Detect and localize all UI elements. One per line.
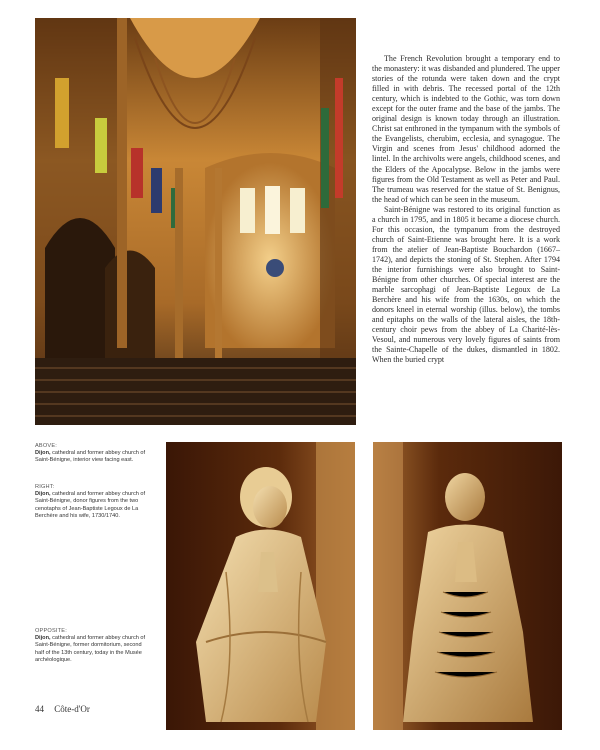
caption-text: cathedral and former abbey church of Saint-Bénigne, interior view facing east. (35, 450, 146, 464)
donor-statue-woman-photo (166, 442, 355, 730)
body-paragraph: Saint-Bénigne was restored to its original function as a church in 1795, and in 1805 it became a diocese church. For this occasion, the tympanum from the destroyed church of Saint-Etienne was brought here. It is a work from the atelier of Jean-Baptiste Bouchardon (1667–1742), and depicts the stoning of St. Stephen. After 1794 the interior furnishings were also brought to Saint-Bénigne from other churches. Of special interest are the marble sarcophagi of Jean-Baptiste Legoux de La Berchère and his wife from the 1630s, on which the donors kneel in eternal worship (illus. below), the tombs and epitaphs on the walls of the lateral aisles, the 18th-century choir pews from the abbey of La Charité-lès-Vesoul, and numerous very lovely figures of saints from the Sainte-Chapelle of the dukes, dismantled in 1802. When the buried crypt (372, 204, 560, 365)
page-number: 44 (35, 704, 44, 714)
caption-place: Dijon, (35, 635, 51, 642)
body-paragraph: The French Revolution brought a temporary end to the monastery: it was disbanded and plundered. The upper stories of the rotunda were taken down and the crypt filled in with debris. The recessed portal of the 12th century, which is indebted to the Gothic, was torn down except for the outer frame and the base of the jambs. The original design is known today through an illustration. Christ sat enthroned in the tympanum with the symbols of the Evangelists, cherubim, ecclesia, and synagogue. The Virgin and scenes from Jesus' childhood adorned the lintel. In the archivolts were angels, childhood scenes, and the Elders of the Apocalypse. Below in the jambs were figures from the Old Testament as well as Peter and Paul. The trumeau was reserved for the statue of St. Benignus, the head of which can be seen in the museum. (372, 54, 560, 204)
body-text (372, 54, 560, 365)
caption-label: ABOVE: (35, 443, 58, 449)
caption-opposite (35, 628, 147, 664)
page-footer (35, 704, 90, 714)
caption-place: Dijon, (35, 491, 51, 498)
caption-right (35, 484, 147, 520)
donor-statue-man-photo (373, 442, 562, 730)
caption-label: RIGHT: (35, 484, 55, 490)
cathedral-interior-photo (35, 18, 356, 425)
caption-label: OPPOSITE: (35, 628, 67, 634)
caption-place: Dijon, (35, 450, 51, 457)
caption-above (35, 443, 147, 465)
caption-text: cathedral and former abbey church of Saint-Bénigne, former dormitorium, second half of the 13th century, today in the Musée archéologique. (35, 635, 146, 663)
caption-text: cathedral and former abbey church of Saint-Bénigne, donor figures from the two cenotaphs of Jean-Baptiste Legoux de La Berchère and his wife, 1730/1740. (35, 491, 146, 519)
section-title: Côte-d'Or (54, 704, 90, 714)
